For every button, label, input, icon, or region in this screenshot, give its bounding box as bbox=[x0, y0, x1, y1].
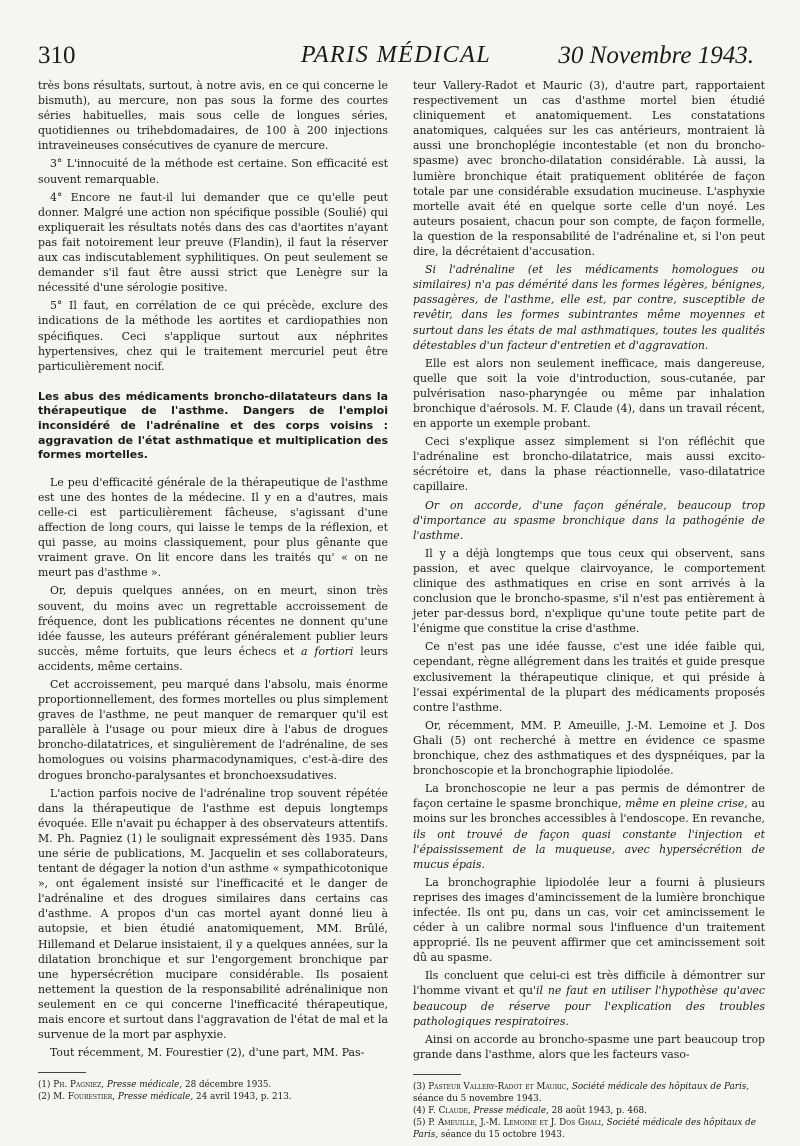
italic-phrase: il ne faut en utiliser l'hypothèse qu'avec beaucoup de réserve pour l'explication des troubles pathologiques respiratoires. bbox=[413, 984, 765, 1028]
paragraph: L'action parfois nocive de l'adrénaline trop souvent répétée dans la thérapeutique de l'asthme est depuis longtemps évoquée. Elle n'avait pu échapper à des observateurs attentifs. M. Ph. Pagniez (1) le soulignait expressément dès 1935. Dans une série de publications, M. Jacquelin et ses collaborateurs, tentant de dégager la notion d'un asthme « sympathicotonique », ont également insisté sur l'inefficacité et le danger de l'adrénaline et des drogues similaires dans certains cas d'asthme. A propos d'un cas mortel ayant donné lieu à autopsie, et bien étudié anatomiquement, MM. Brûlé, Hillemand et Delarue insistaient, il y a quelques années, sur la dilatation bronchique et sur l'engorgement bronchique par une hypersécrétion mucipare considérable. Ils posaient nettement la question de la responsabilité adrénalinique non seulement en ce qui concerne l'inefficacité thérapeutique, mais encore et surtout dans l'aggravation de l'état de mal et la survenue de la mort par asphyxie. bbox=[38, 786, 388, 1042]
paragraph: 3° L'innocuité de la méthode est certaine. Son efficacité est souvent remarquable. bbox=[38, 157, 388, 186]
paragraph-text: Or, depuis quelques années, on en meurt, sinon très souvent, du moins avec un regrettable accroissement de fréquence, dont les publications récentes ne donnent qu'une idée fausse, les auteurs préférant généralement publier leurs succès, même fortuits, que leurs échecs et bbox=[38, 584, 388, 658]
footnote: (1) Ph. Pagniez, Presse médicale, 28 décembre 1935. bbox=[38, 1080, 272, 1091]
paragraph bbox=[38, 583, 388, 674]
paragraph: teur Vallery-Radot et Mauric (3), d'autre part, rapportaient respectivement un cas d'asthme mortel bien étudié cliniquement et anatomiquement. Les constatations anatomiques, calquées sur les cas antérieurs, montraient là aussi une bronchoplégie incontestable (et non du broncho-spasme) avec broncho-dilatation considérable. Là aussi, la lumière bronchique était pratiquement oblitérée de façon totale par une considérable exsudation mucineuse. L'asphyxie mortelle avait été en quelque sorte celle d'un noyé. Les auteurs posaient, chacun pour son compte, de façon formelle, la question de la responsabilité de l'adrénaline et, si l'on peut dire, la décrétaient d'accusation. bbox=[413, 79, 765, 259]
paragraph: 5° Il faut, en corrélation de ce qui précède, exclure des indications de la méthode les aortites et cardiopathies non spécifiques. Ceci s'applique surtout aux néphrites hypertensives, chez qui le traitement mercuriel peut être particulièrement nocif. bbox=[38, 299, 388, 373]
paragraph: Si l'adrénaline (et les médicaments homologues ou similaires) n'a pas démérité dans les formes légères, bénignes, passagères, de l'asthme, elle est, par contre, susceptible de revêtir, dans les formes subintrantes même moyennes et surtout dans les états de mal asthmatiques, toutes les qualités détestables d'un facteur d'entretien et d'aggravation. bbox=[413, 263, 765, 352]
footnote: (4) F. Claude, Presse médicale, 28 août 1943, p. 468. bbox=[413, 1105, 647, 1116]
footnote-divider bbox=[38, 1072, 86, 1073]
paragraph: Or, récemment, MM. P. Ameuille, J.-M. Lemoine et J. Dos Ghali (5) ont recherché à mettre en évidence ce spasme bronchique, chez des asthmatiques et des dyspnéiques, par la bronchoscopie et la bronchographie lipiodolée. bbox=[413, 718, 765, 778]
paragraph-text: Ils concluent que celui-ci est très difficile à démontrer sur l'homme vivant et qu' bbox=[413, 969, 765, 998]
paragraph: Or on accorde, d'une façon générale, beaucoup trop d'importance au spasme bronchique dans la pathogénie de l'asthme. bbox=[413, 498, 765, 542]
paragraph: Elle est alors non seulement inefficace, mais dangereuse, quelle que soit la voie d'introduction, sous-cutanée, par pulvérisation naso-pharyngée ou même par inhalation bronchique d'aérosols. M. F. Claude (4), dans un travail récent, en apporte un exemple probant. bbox=[413, 356, 765, 431]
left-column bbox=[38, 78, 388, 1103]
paragraph: Ceci s'explique assez simplement si l'on réfléchit que l'adrénaline est broncho-dilatatrice, mais aussi excito-sécrétoire et, dans la phase réactionnelle, vaso-dilatatrice capillaire. bbox=[413, 435, 765, 494]
issue-date: 30 Novembre 1943. bbox=[558, 42, 754, 69]
journal-title: PARIS MÉDICAL bbox=[300, 42, 492, 68]
paragraph: La bronchographie lipiodolée leur a fourni à plusieurs reprises des images d'amincissement de la lumière bronchique infectée. Ils ont pu, dans un cas, voir cet amincissement le céder à un calibre normal sous l'influence d'un traitement approprié. Ils ne peuvent affirmer que cet amincissement soit dû au spasme. bbox=[413, 875, 765, 965]
paragraph: Il y a déjà longtemps que tous ceux qui observent, sans passion, et avec quelque clairvoyance, le comportement clinique des asthmatiques en crise en sont arrivés à la conclusion que le broncho-spasme, s'il n'est pas entièrement à jeter par-dessus bord, n'explique qu'une toute petite part de l'énigme que constitue la crise d'asthme. bbox=[413, 546, 765, 636]
italic-phrase: a fortiori bbox=[301, 644, 354, 658]
section-heading: Les abus des médicaments broncho-dilatateurs dans la thérapeutique de l'asthme. Dangers de l'emploi inconsidéré de l'adrénaline et des corps voisins : aggravation de l'état asthmatique et multiplication des formes mortelles. bbox=[38, 389, 388, 462]
paragraph-text: au moins sur les bronches accessibles à l'endoscope. En revanche, bbox=[413, 797, 765, 826]
paragraph: Ce n'est pas une idée fausse, c'est une idée faible qui, cependant, règne allégrement dans les traités et guide presque exclusivement la thérapeutique clinique, et qui préside à l'essai expérimental de la plupart des médicaments proposés contre l'asthme. bbox=[413, 640, 765, 714]
paragraph: Cet accroissement, peu marqué dans l'absolu, mais énorme proportionnellement, des formes mortelles ou plus simplement graves de l'asthme, ne peut manquer de remarquer qu'il est parallèle à l'usage ou pour mieux dire à l'abus de drogues broncho-dilatatrices, et singulièrement de l'adrénaline, de ses homologues ou voisins pharmacodynamiques, c'est-à-dire des drogues broncho-paralysantes et bronchoexsudatives. bbox=[38, 677, 388, 782]
page-header bbox=[38, 42, 754, 72]
paragraph bbox=[413, 781, 765, 872]
italic-phrase: ils ont trouvé de façon quasi constante l'injection et l'épaississement de la muqueuse, avec hypersécrétion de mucus épais. bbox=[413, 827, 765, 871]
paragraph: Ainsi on accorde au broncho-spasme une part beaucoup trop grande dans l'asthme, alors que les facteurs vaso- bbox=[413, 1032, 765, 1061]
paragraph: très bons résultats, surtout, à notre avis, en ce qui concerne le bismuth), au mercure, non pas sous la forme des courtes séries habituelles, mais sous celle de longues séries, quotidiennes ou trihebdomadaires, de 100 à 200 injections intraveineuses consécutives de cyanure de mercure. bbox=[38, 79, 388, 153]
footnote: (3) Pasteur Vallery-Radot et Mauric, Société médicale des hôpitaux de Paris, séance du 5 novembre 1943. bbox=[413, 1081, 750, 1104]
footnote-divider bbox=[413, 1074, 461, 1075]
italic-phrase: même en pleine crise, bbox=[625, 797, 748, 811]
paragraph bbox=[413, 968, 765, 1028]
paragraph-text: La bronchoscopie ne leur a pas permis de démontrer de façon certaine le spasme bronchique, bbox=[413, 782, 765, 811]
paragraph: Le peu d'efficacité générale de la thérapeutique de l'asthme est une des hontes de la médecine. Il y en a d'autres, mais celle-ci est particulièrement fâcheuse, s'agissant d'une affection de long cours, qui laisse le temps de la réflexion, et qui passe, au moins classiquement, pour plus gênante que vraiment grave. On lit encore dans les traités qu' « on ne meurt pas d'asthme ». bbox=[38, 475, 388, 580]
page-number: 310 bbox=[38, 42, 76, 69]
paragraph: Tout récemment, M. Fourestier (2), d'une part, MM. Pas- bbox=[50, 1046, 365, 1060]
footnote: (5) P. Ameuille, J.-M. Lemoine et J. Dos Ghali, Société médicale des hôpitaux de Paris, séance du 15 octobre 1943. bbox=[413, 1117, 756, 1140]
paragraph-text: leurs accidents, même certains. bbox=[38, 644, 389, 673]
right-column bbox=[413, 78, 765, 1141]
paragraph: 4° Encore ne faut-il lui demander que ce qu'elle peut donner. Malgré une action non spécifique possible (Soulié) qui expliquerait les résultats notés dans des cas d'aortites n'ayant pas fait notoirement leur preuve (Flandin), il faut la réserver aux cas indiscutablement syphilitiques. On peut seulement se demander s'il faut être aussi strict que Lenègre sur la nécessité d'une sérologie positive. bbox=[38, 190, 388, 295]
footnote: (2) M. Fourestier, Presse médicale, 24 avril 1943, p. 213. bbox=[38, 1092, 292, 1103]
